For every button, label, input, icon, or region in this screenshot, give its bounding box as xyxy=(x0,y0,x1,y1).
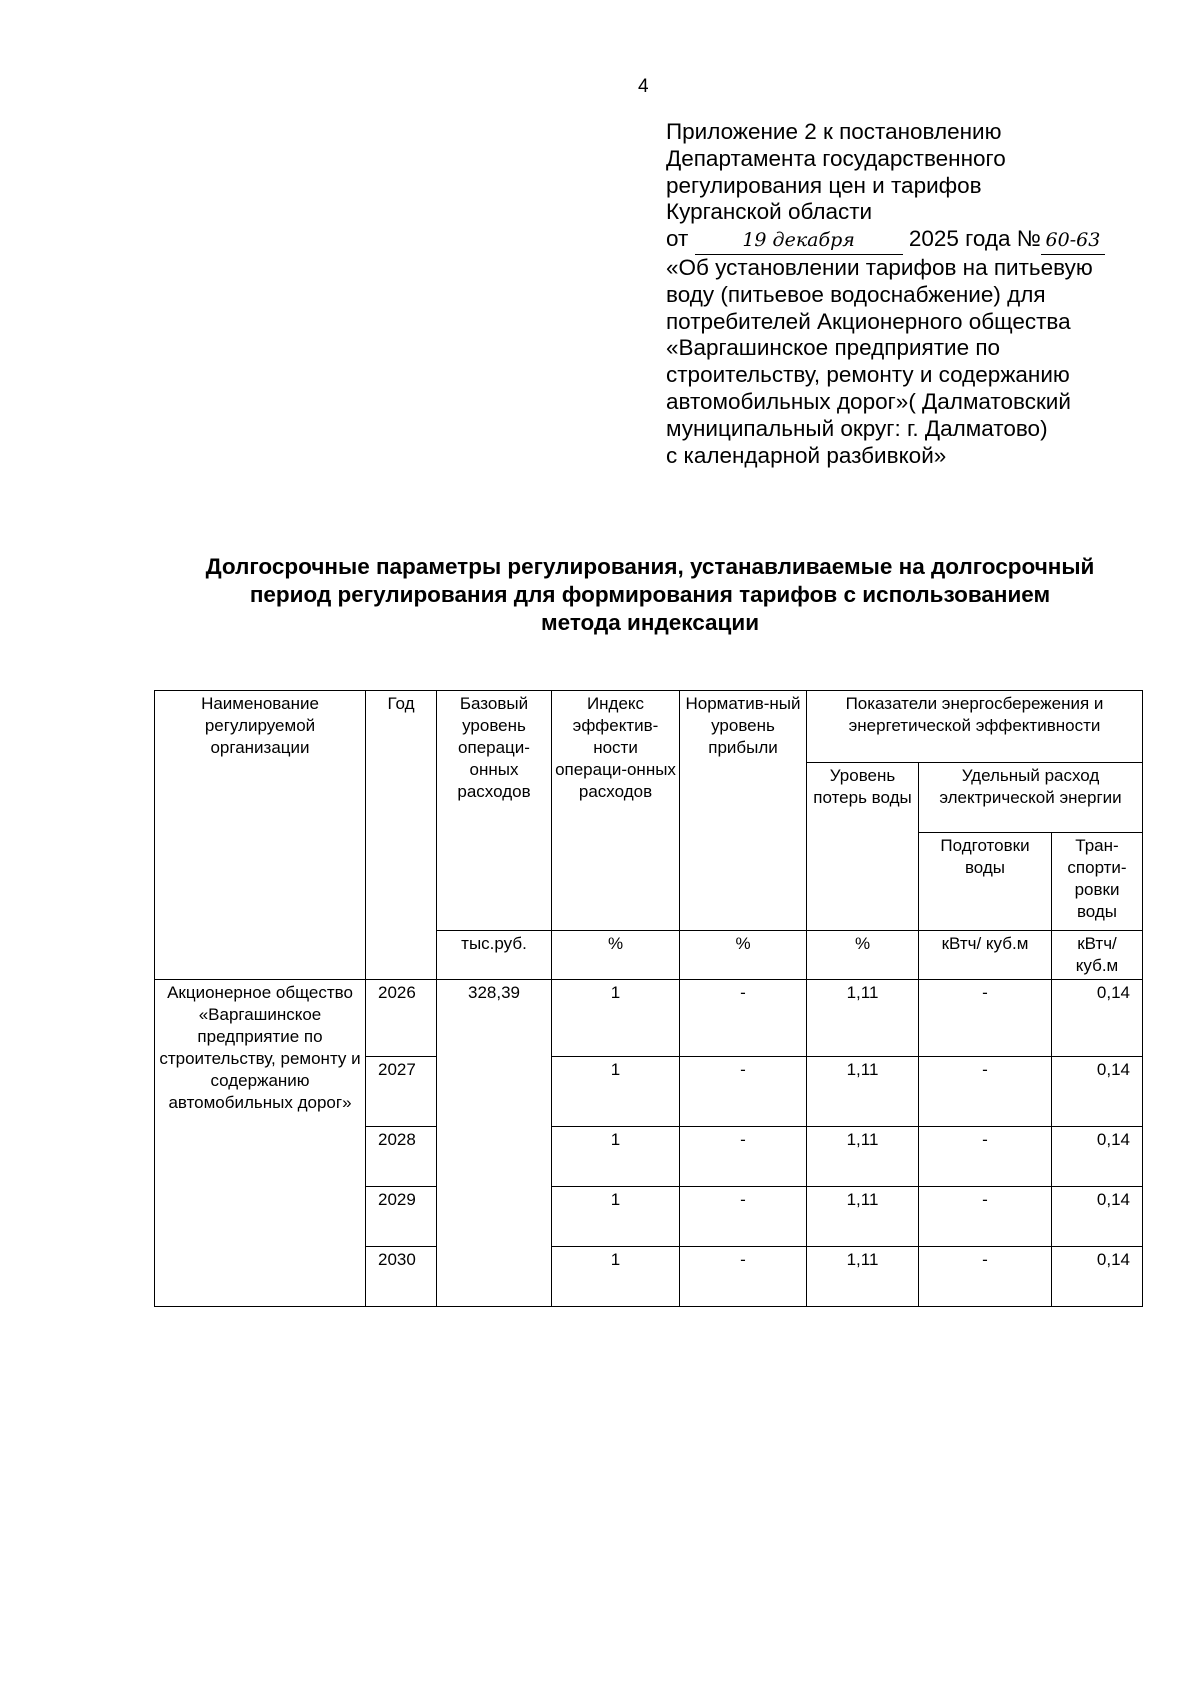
transport-cell: 0,14 xyxy=(1052,1187,1143,1247)
prep-cell: - xyxy=(919,1057,1052,1127)
handwritten-date: 19 декабря xyxy=(695,227,903,255)
year-cell: 2029 xyxy=(366,1187,437,1247)
transport-cell: 0,14 xyxy=(1052,980,1143,1057)
unit-index: % xyxy=(552,931,680,980)
header-losses: Уровень потерь воды xyxy=(807,763,919,931)
document-title xyxy=(120,553,1180,637)
transport-cell: 0,14 xyxy=(1052,1057,1143,1127)
title-line: период регулирования для формирования тарифов с использованием xyxy=(249,582,1051,607)
profit-cell: - xyxy=(680,1127,807,1187)
index-cell: 1 xyxy=(552,1247,680,1307)
year-cell: 2030 xyxy=(366,1247,437,1307)
index-cell: 1 xyxy=(552,1127,680,1187)
prep-cell: - xyxy=(919,1187,1052,1247)
profit-cell: - xyxy=(680,980,807,1057)
profit-cell: - xyxy=(680,1187,807,1247)
losses-cell: 1,11 xyxy=(807,1057,919,1127)
transport-cell: 0,14 xyxy=(1052,1127,1143,1187)
year-cell: 2026 xyxy=(366,980,437,1057)
index-cell: 1 xyxy=(552,1057,680,1127)
prep-cell: - xyxy=(919,1247,1052,1307)
header-org: Наименование регулируемой организации xyxy=(155,691,366,980)
appendix-line: Приложение 2 к постановлению xyxy=(666,119,1002,144)
appendix-line: регулирования цен и тарифов xyxy=(666,172,982,198)
unit-losses: % xyxy=(807,931,919,980)
year-cell: 2028 xyxy=(366,1127,437,1187)
losses-cell: 1,11 xyxy=(807,1127,919,1187)
title-line: метода индексации xyxy=(540,610,760,635)
losses-cell: 1,11 xyxy=(807,1247,919,1307)
appendix-date-line xyxy=(666,226,1166,255)
index-cell: 1 xyxy=(552,1187,680,1247)
index-cell: 1 xyxy=(552,980,680,1057)
unit-prep: кВтч/ куб.м xyxy=(919,931,1052,980)
page-number: 4 xyxy=(638,76,649,97)
appendix-header xyxy=(666,119,1166,469)
header-prep: Подготовки воды xyxy=(919,833,1052,931)
header-profit: Норматив-ный уровень прибыли xyxy=(680,691,807,931)
appendix-line: автомобильных дорог»( Далматовский xyxy=(666,388,1071,414)
unit-profit: % xyxy=(680,931,807,980)
date-suffix: 2025 года № xyxy=(908,226,1041,252)
appendix-line: воду (питьевое водоснабжение) для xyxy=(666,281,1046,307)
prep-cell: - xyxy=(919,1127,1052,1187)
year-cell: 2027 xyxy=(366,1057,437,1127)
header-year: Год xyxy=(366,691,437,980)
appendix-line: потребителей Акционерного общества xyxy=(666,308,1071,334)
header-base: Базовый уровень операци-онных расходов xyxy=(437,691,552,931)
base-value-cell: 328,39 xyxy=(437,980,552,1307)
header-specific: Удельный расход электрической энергии xyxy=(919,763,1143,833)
appendix-line: Департамента государственного xyxy=(666,145,1006,171)
unit-transport: кВтч/ куб.м xyxy=(1052,931,1143,980)
appendix-line: «Варгашинское предприятие по xyxy=(666,335,1001,361)
appendix-line: «Об установлении тарифов на питьевую xyxy=(666,254,1093,280)
losses-cell: 1,11 xyxy=(807,1187,919,1247)
appendix-line: строительству, ремонту и содержанию xyxy=(666,362,1070,388)
title-line: Долгосрочные параметры регулирования, устанавливаемые на долгосрочный xyxy=(205,554,1095,579)
appendix-line: с календарной разбивкой» xyxy=(666,442,947,468)
header-index: Индекс эффектив-ности операци-онных расходов xyxy=(552,691,680,931)
unit-base: тыс.руб. xyxy=(437,931,552,980)
parameters-table xyxy=(154,690,1143,1307)
org-name-cell: Акционерное общество «Варгашинское предприятие по строительству, ремонту и содержанию автомобильных дорог» xyxy=(155,980,366,1307)
date-prefix: от xyxy=(666,226,689,252)
prep-cell: - xyxy=(919,980,1052,1057)
handwritten-number: 60-63 xyxy=(1041,227,1105,255)
header-transport: Тран-спорти-ровки воды xyxy=(1052,833,1143,931)
transport-cell: 0,14 xyxy=(1052,1247,1143,1307)
table-row xyxy=(155,980,1143,1057)
profit-cell: - xyxy=(680,1247,807,1307)
header-energy-group: Показатели энергосбережения и энергетической эффективности xyxy=(807,691,1143,763)
appendix-line: муниципальный округ: г. Далматово) xyxy=(666,415,1048,441)
appendix-line: Курганской области xyxy=(666,199,873,225)
losses-cell: 1,11 xyxy=(807,980,919,1057)
profit-cell: - xyxy=(680,1057,807,1127)
